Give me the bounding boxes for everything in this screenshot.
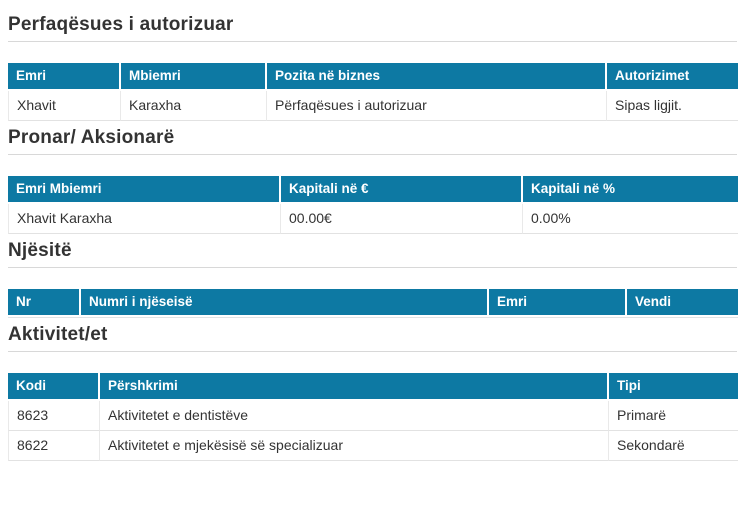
col-header-kapitali-euro: Kapitali në €: [281, 176, 523, 204]
cell-emri: Xhavit: [8, 91, 121, 121]
units-table: [8, 289, 738, 318]
col-header-numri-njesise: Numri i njëseisë: [81, 289, 489, 317]
table-header-row: [8, 289, 738, 317]
table-row: [8, 91, 738, 121]
section-title-owners: Pronar/ Aksionarë: [8, 126, 737, 155]
table-row: [8, 204, 738, 234]
col-header-autorizimet: Autorizimet: [607, 63, 738, 91]
section-title-units: Njësitë: [8, 239, 737, 268]
authorized-representative-table: [8, 63, 738, 121]
col-header-kodi: Kodi: [8, 373, 100, 401]
cell-kodi: 8623: [8, 401, 100, 431]
section-owners: [8, 126, 737, 234]
col-header-kapitali-përqind: Kapitali në %: [523, 176, 738, 204]
table-header-row: [8, 373, 738, 401]
cell-pozita: Përfaqësues i autorizuar: [267, 91, 607, 121]
cell-tipi: Sekondarë: [609, 431, 738, 461]
col-header-emri-mbiemri: Emri Mbiemri: [8, 176, 281, 204]
col-header-vendi: Vendi: [627, 289, 738, 317]
table-row: [8, 401, 738, 431]
cell-emri-mbiemri: Xhavit Karaxha: [8, 204, 281, 234]
col-header-nr: Nr: [8, 289, 81, 317]
section-title-activities: Aktivitet/et: [8, 323, 737, 352]
cell-kapitali-përqind: 0.00%: [523, 204, 738, 234]
section-title-authorized-representative: Perfaqësues i autorizuar: [8, 13, 737, 42]
cell-pershkrimi: Aktivitetet e mjekësisë së specializuar: [100, 431, 609, 461]
col-header-pozita: Pozita në biznes: [267, 63, 607, 91]
col-header-pershkrimi: Përshkrimi: [100, 373, 609, 401]
cell-mbiemri: Karaxha: [121, 91, 267, 121]
section-activities: [8, 323, 737, 461]
table-row: [8, 431, 738, 461]
section-units: [8, 239, 737, 318]
cell-kapitali-euro: 00.00€: [281, 204, 523, 234]
owners-table: [8, 176, 738, 234]
activities-table: [8, 373, 738, 461]
cell-pershkrimi: Aktivitetet e dentistëve: [100, 401, 609, 431]
col-header-emri: Emri: [8, 63, 121, 91]
col-header-emri: Emri: [489, 289, 627, 317]
table-header-row: [8, 63, 738, 91]
cell-tipi: Primarë: [609, 401, 738, 431]
cell-kodi: 8622: [8, 431, 100, 461]
cell-autorizimet: Sipas ligjit.: [607, 91, 738, 121]
col-header-mbiemri: Mbiemri: [121, 63, 267, 91]
section-authorized-representative: [8, 13, 737, 121]
col-header-tipi: Tipi: [609, 373, 738, 401]
table-header-row: [8, 176, 738, 204]
